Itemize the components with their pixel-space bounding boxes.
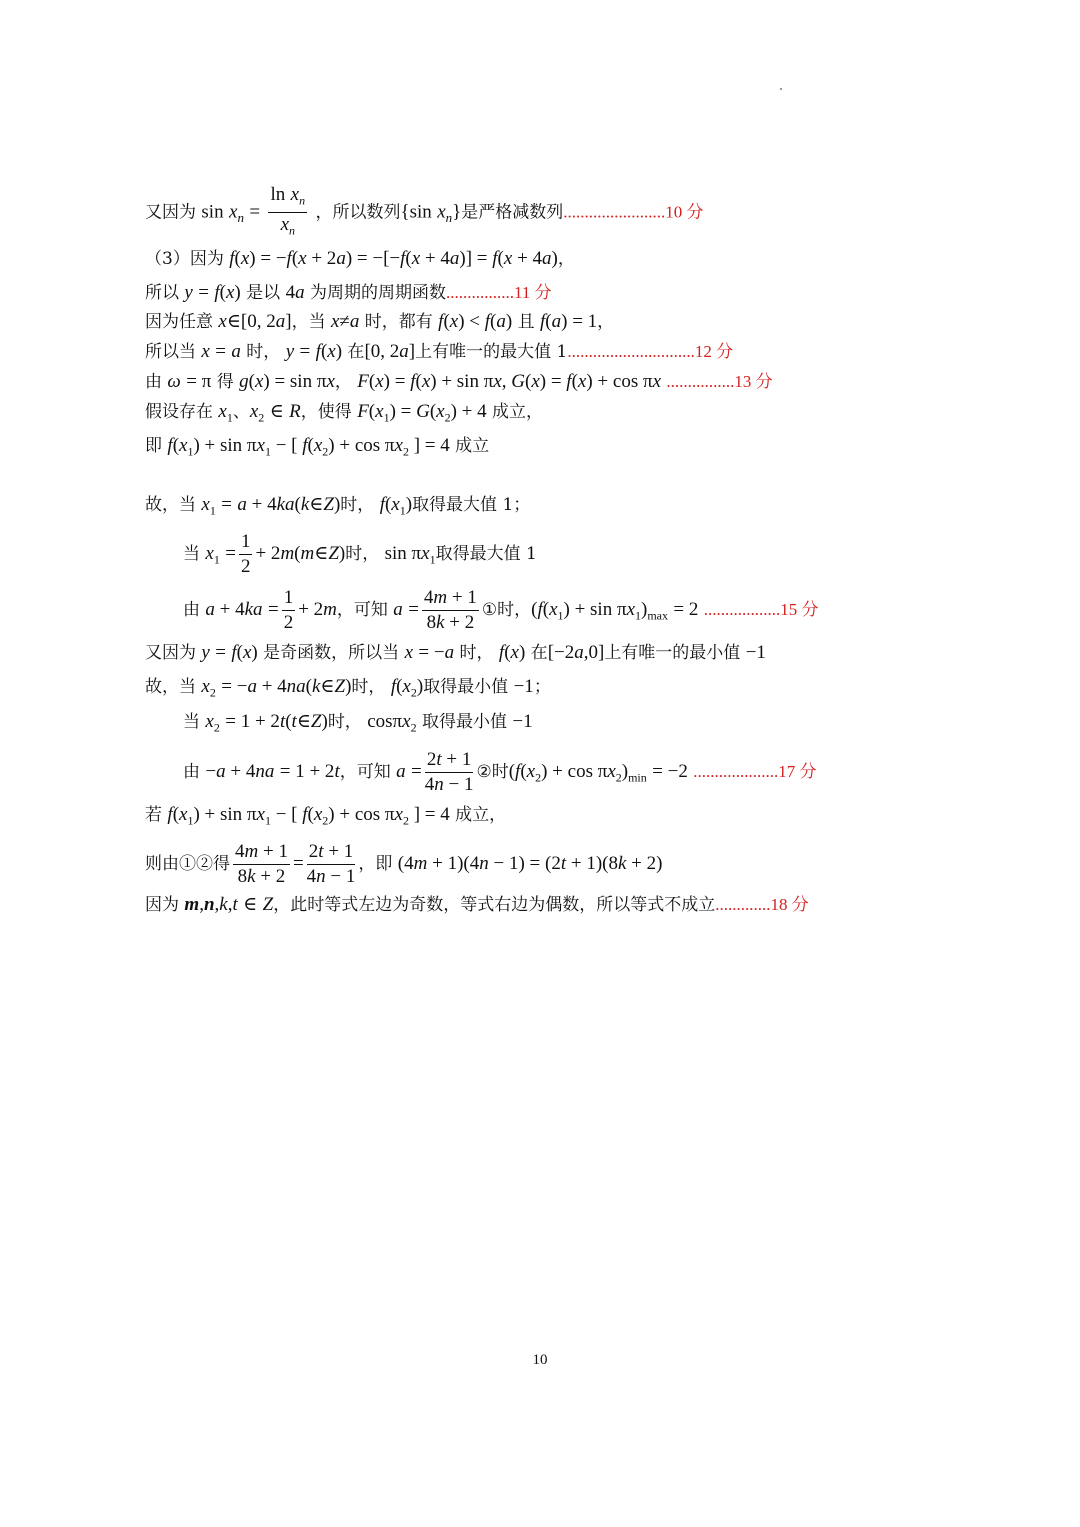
score-mark: ........................10 分 bbox=[563, 202, 704, 222]
solution-line-1: 又因为 $\sin x_n$ = $\frac{\ln x_n}{x_n}$ ，所以数列{sin $x_n$}是严格减数列........................10 分 bbox=[145, 184, 704, 238]
solution-line-18: 因为 m,n,k,t ∈ Z，此时等式左边为奇数，等式右边为偶数，所以等式不成立.............18 分 bbox=[145, 894, 809, 915]
solution-line-16: 若 $f(x_1) + \sin \pi x_1$ − [ $f(x_2) + \cos \pi x_2$ ] = 4 成立， bbox=[145, 804, 507, 828]
solution-line-9: 故，当 $x_1 = a$ + 4ka(k∈Z)时， $f(x_1)$取得最大值 1； bbox=[145, 494, 531, 518]
solution-line-10: 当 $x_1$ = $\frac{1}{2}$ + 2m(m∈Z)时， $\sin \pi x_1$取得最大值 1 bbox=[183, 531, 537, 577]
solution-line-4: 因为任意 x∈[0, 2a]，当 x≠a 时，都有 f(x) < f(a) 且 f(a) = 1， bbox=[145, 311, 615, 332]
solution-line-5: 所以当 x = a 时， y = f(x) 在[0, 2a]上有唯一的最大值 1..............................12 分 bbox=[145, 341, 734, 362]
solution-line-12: 又因为 y = f(x) 是奇函数，所以当 x = −a 时， f(x) 在[−2a,0]上有唯一的最小值 −1 bbox=[145, 642, 766, 663]
score-mark: ..................15 分 bbox=[703, 600, 819, 619]
solution-line-14: 当 $x_2 = 1$ + 2t(t∈Z)时， cosπx$_2$ 取得最小值 −1 bbox=[183, 711, 533, 735]
solution-line-7: 假设存在 $x_1$、$x_2$ ∈ R，使得 $F(x_1) = G(x_2) + 4$ 成立， bbox=[145, 401, 544, 425]
score-mark: ................13 分 bbox=[666, 372, 773, 391]
solution-line-15: 由 −a + 4na = 1 + 2t，可知 a = $\frac{2t + 1}{4n - 1}$ ②时$(f(x_2) + \cos \pi x_2)_{min} = -2$ ....................17 分 bbox=[183, 749, 817, 795]
solution-line-11: 由 a + 4ka = $\frac{1}{2}$ + 2m，可知 a = $\frac{4m + 1}{8k + 2}$ ①时，$(f(x_1) + \sin \pi x_1)_{max} = 2$ ..................15 分 bbox=[183, 587, 819, 633]
solution-line-3: 所以 y = f(x) 是以 4a 为周期的周期函数................11 分 bbox=[145, 282, 552, 303]
score-mark: ................11 分 bbox=[445, 283, 552, 302]
score-mark: ..............................12 分 bbox=[567, 342, 734, 361]
solution-line-17: 则由①②得 $\frac{4m + 1}{8k + 2}$ = $\frac{2t + 1}{4n - 1}$ ，即 (4m + 1)(4n − 1) = (2t + 1)(8k + 2) bbox=[145, 841, 663, 887]
solution-line-6: 由 ω = π 得 g(x) = sin πx， F(x) = f(x) + sin πx, G(x) = f(x) + cos πx ................13 分 bbox=[145, 371, 773, 392]
score-mark: ....................17 分 bbox=[693, 762, 817, 781]
solution-line-2: （3）因为 f(x) = −f(x + 2a) = −[−f(x + 4a)] = f(x + 4a)， bbox=[145, 248, 575, 269]
page-number: 10 bbox=[532, 1352, 548, 1368]
solution-line-8: 即 $f(x_1) + \sin \pi x_1$ − [ $f(x_2) + \cos \pi x_2$ ] = 4 成立 bbox=[145, 435, 490, 459]
scan-speck bbox=[780, 88, 782, 90]
solution-line-13: 故，当 $x_2 = -a$ + 4na(k∈Z)时， $f(x_2)$取得最小值 −1； bbox=[145, 676, 551, 700]
score-mark: .............18 分 bbox=[715, 895, 809, 914]
